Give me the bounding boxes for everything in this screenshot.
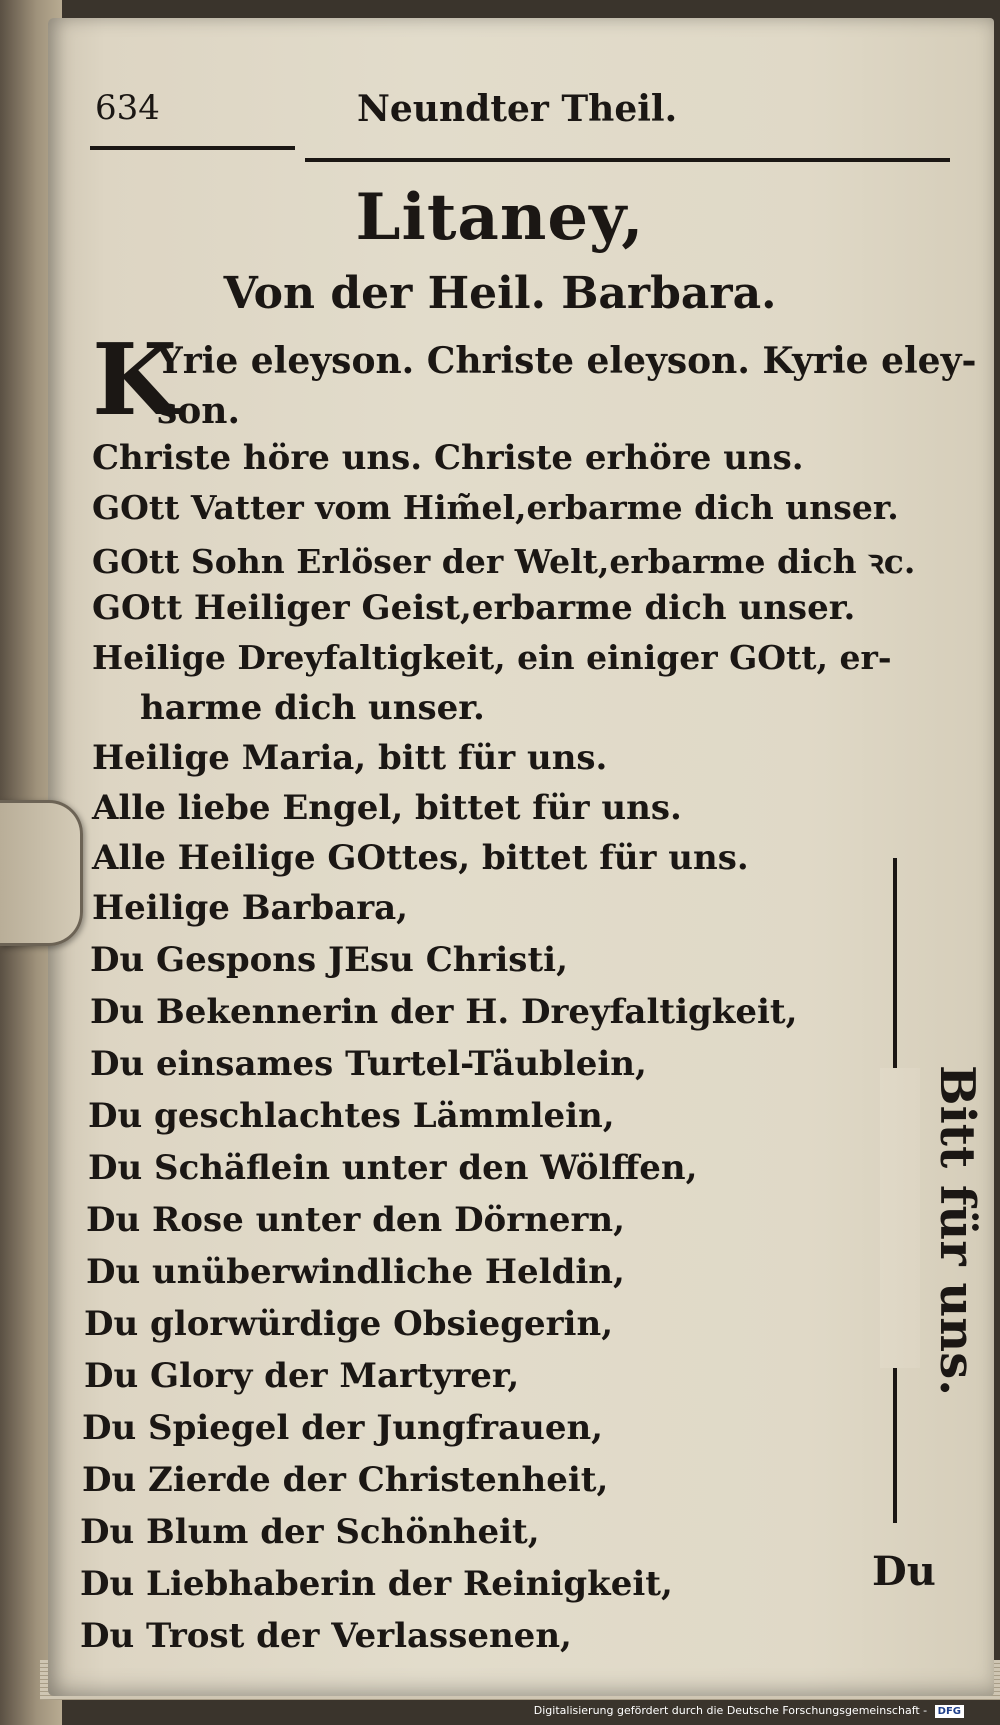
page-header: [95, 88, 940, 138]
running-head: Neundter Theil.: [357, 88, 678, 130]
header-rule-left: [90, 146, 295, 150]
bracketed-invocation: Du Zierde der Christenheit,: [82, 1460, 609, 1500]
intro-line-2: son.: [157, 390, 240, 432]
invocation-line: harme dich unser.: [140, 688, 485, 728]
bracketed-invocation: Du Liebhaberin der Reinigkeit,: [80, 1564, 673, 1604]
bracketed-invocation: Du einsames Turtel-Täublein,: [90, 1044, 647, 1084]
invocation-line: GOtt Sohn Erlöser der Welt,erbarme dich ꝛc.: [92, 542, 916, 581]
bracketed-invocation: Du geschlachtes Lämmlein,: [88, 1096, 615, 1136]
catchword: Du: [872, 1548, 936, 1595]
bracket-gap: [880, 1068, 920, 1368]
invocation-line: Heilige Dreyfaltigkeit, ein einiger GOtt, er-: [92, 638, 892, 677]
invocation-line: Alle liebe Engel, bittet für uns.: [92, 788, 682, 828]
invocation-line: GOtt Heiliger Geist,erbarme dich unser.: [92, 588, 856, 628]
page-title: Litaney,: [355, 180, 645, 255]
bracketed-invocation: Du unüberwindliche Heldin,: [86, 1252, 625, 1292]
bracketed-invocation: Heilige Barbara,: [92, 888, 409, 928]
invocation-line: Heilige Maria, bitt für uns.: [92, 738, 608, 778]
invocation-line: Alle Heilige GOttes, bittet für uns.: [92, 838, 749, 878]
bracketed-invocation: Du Schäflein unter den Wölffen,: [88, 1148, 698, 1188]
credit-text: Digitalisierung gefördert durch die Deutsche Forschungsgemeinschaft -: [533, 1704, 928, 1717]
page-subtitle: Von der Heil. Barbara.: [223, 268, 777, 319]
bracketed-invocation: Du glorwürdige Obsiegerin,: [84, 1304, 614, 1344]
dfg-logo: DFG: [935, 1705, 964, 1718]
page-number: 634: [95, 88, 160, 128]
bracketed-invocation: Du Glory der Martyrer,: [84, 1356, 520, 1396]
bracketed-invocation: Du Gespons JEsu Christi,: [90, 940, 568, 980]
page-clip: [0, 800, 83, 946]
invocation-line: GOtt Vatter vom Him̃el,erbarme dich unser.: [92, 488, 899, 527]
drop-capital: K: [92, 323, 178, 438]
intro-line-1: Yrie eleyson. Christe eleyson. Kyrie eley-: [157, 340, 977, 382]
digitization-credit: [534, 1704, 964, 1718]
bracketed-invocation: Du Bekennerin der H. Dreyfaltigkeit,: [90, 992, 798, 1032]
header-rule-right: [305, 158, 950, 162]
bracketed-invocation: Du Blum der Schönheit,: [80, 1512, 540, 1552]
invocation-line: Christe höre uns. Christe erhöre uns.: [92, 438, 804, 478]
bracketed-invocation: Du Rose unter den Dörnern,: [86, 1200, 625, 1240]
bracketed-invocation: Du Spiegel der Jungfrauen,: [82, 1408, 604, 1448]
response-label: Bitt für uns.: [929, 1065, 985, 1396]
bracketed-invocation: Du Trost der Verlassenen,: [80, 1616, 572, 1656]
